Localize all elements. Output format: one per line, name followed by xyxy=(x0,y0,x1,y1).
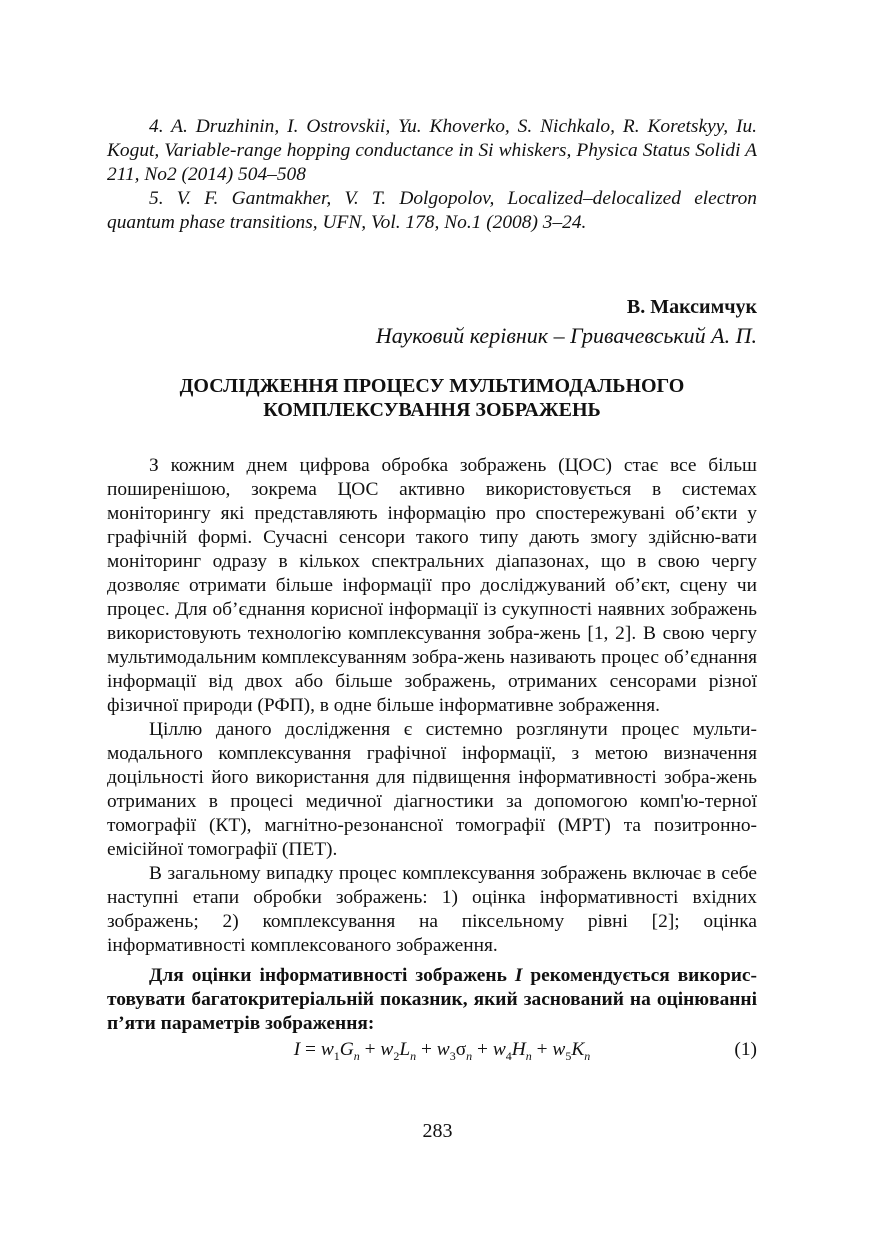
paragraph-goal: Ціллю даного дослідження є системно розглянути процес мульти-модального комплексування графічної інформації, з метою визначення доцільності його використання для підвищення інформативності зобра-жень отриманих в процесі медичної діагностики за допомогою комп'ю-терної томографії (КТ), магнітно-резонансної томографії (МРТ) та позитронно-емісійної томографії (ПЕТ). xyxy=(107,719,757,860)
formula-term: $w_3\sigma_n$ xyxy=(436,1039,473,1063)
paragraph-intro: З кожним днем цифрова обробка зображень (ЦОС) стає все більш поширенішою, зокрема ЦОС активно використовується в системах моніторингу які представляють інформацію про спостережувані об’єкти у графічній формі. Сучасні сенсори такого типу дають змогу здійсню-вати моніторинг одразу в кількох спектральних діапазонах, що в свою чергу дозволяє отримати більше інформації про досліджуваний об’єкт, сцену чи процес. Для об’єднання корисної інформації із сукупності наявних зображень використовують технологію комплексування зобра-жень [1, 2]. В свою чергу мультимодальним комплексуванням зобра-жень називають процес об’єднання інформації від двох або більше зображень, отриманих сенсорами різної фізичної природи (РФП), в одне більше інформативне зображення. xyxy=(107,455,757,716)
author-name: В. Максимчук xyxy=(626,296,757,318)
criterion-text-before: Для оцінки інформативності зображень xyxy=(149,965,515,986)
formula-number: (1) xyxy=(734,1039,757,1060)
article-title: ДОСЛІДЖЕННЯ ПРОЦЕСУ МУЛЬТИМОДАЛЬНОГО КОМПЛЕКСУВАННЯ ЗОБРАЖЕНЬ xyxy=(179,375,685,421)
formula-plus: + xyxy=(359,1039,381,1060)
formula-term: $w_4H_n$ xyxy=(492,1039,532,1063)
reference-4: 4. A. Druzhinin, I. Ostrovskii, Yu. Khoverko, S. Nichkalo, R. Koretskyy, Iu. Kogut, Variable-range hopping conductance in Si whiskers, Physica Status Solidi A 211, No2 (2014) 504–508 xyxy=(107,116,757,185)
formula-term: $w_5K_n$ xyxy=(552,1039,591,1063)
formula-term: $w_1G_n$ xyxy=(320,1039,360,1063)
criterion-symbol: I xyxy=(514,965,523,986)
formula-plus: + xyxy=(531,1039,553,1060)
author-block xyxy=(107,294,757,350)
formula-term: $w_2L_n$ xyxy=(380,1039,417,1063)
paragraph-stages: В загальному випадку процес комплексування зображень включає в себе наступні етапи обробки зображень: 1) оцінка інформативності вхідних зображень; 2) комплексування на піксельному рівні [2]; оцінка інформативності комплексованого зображення. xyxy=(107,863,757,956)
reference-5: 5. V. F. Gantmakher, V. T. Dolgopolov, Localized–delocalized electron quantum phase transitions, UFN, Vol. 178, No.1 (2008) 3–24. xyxy=(107,188,757,233)
page-content xyxy=(107,115,757,1066)
formula-plus: + xyxy=(472,1039,493,1060)
criterion-text-after: рекомендується викорис-товувати багатокритеріальній показник, який заснований на оцінюванні п’яти параметрів зображення: xyxy=(107,965,757,1034)
formula-1 xyxy=(107,1038,757,1066)
formula-expression xyxy=(274,1038,591,1068)
supervisor-line: Науковий керівник – Гривачевський А. П. xyxy=(375,323,757,348)
formula-terms xyxy=(320,1039,591,1063)
formula-lhs: I xyxy=(293,1039,301,1060)
formula-plus: + xyxy=(416,1039,437,1060)
paragraph-criterion xyxy=(107,964,757,1036)
page-number: 283 xyxy=(422,1120,453,1142)
formula-equals: = xyxy=(300,1039,321,1060)
